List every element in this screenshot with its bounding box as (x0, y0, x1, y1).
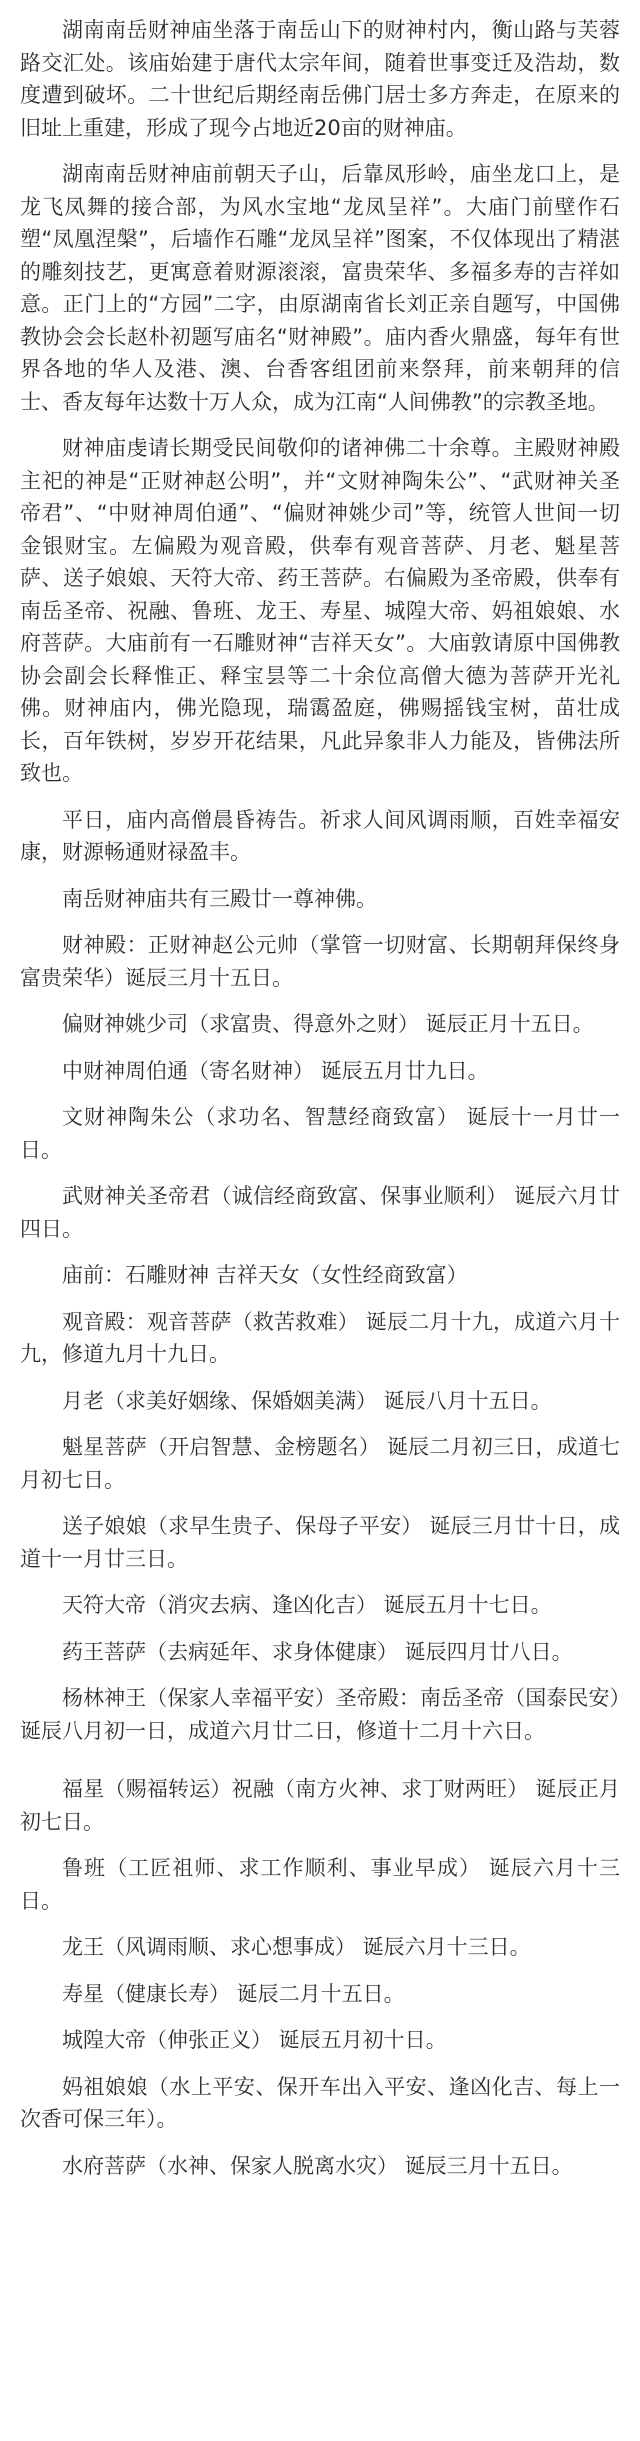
list-item: 文财神陶朱公（求功名、智慧经商致富） 诞辰十一月廿一日。 (20, 1105, 620, 1162)
list-item: 龙王（风调雨顺、求心想事成） 诞辰六月十三日。 (62, 1935, 531, 1959)
list-item: 魁星菩萨（开启智慧、金榜题名） 诞辰二月初三日，成道七月初七日。 (20, 1435, 620, 1492)
list-item: 中财神周伯通（寄名财神） 诞辰五月廿九日。 (62, 1058, 489, 1083)
list-item: 妈祖娘娘（水上平安、保开车出入平安、逢凶化吉、每上一次香可保三年）。 (20, 2074, 620, 2131)
list-item: 庙前：石雕财神 吉祥天女（女性经商致富） (62, 1263, 468, 1287)
list-item: 月老（求美好姻缘、保婚姻美满） 诞辰八月十五日。 (62, 1388, 552, 1413)
paragraph-intro: 湖南南岳财神庙坐落于南岳山下的财神村内，衡山路与芙蓉路交汇处。该庙始建于唐代太宗年间，随着世事变迁及浩劫，数度遭到破坏。二十世纪后期经南岳佛门居士多方奔走，在原来的旧址上重建，形成了现今占地近20亩的财神庙。 (20, 18, 620, 140)
list-item: 鲁班（工匠祖师、求工作顺利、事业早成） 诞辰六月十三日。 (20, 1856, 620, 1913)
paragraph-daily-prayer: 平日，庙内高僧晨昏祷告。祈求人间风调雨顺，百姓幸福安康，财源畅通财禄盈丰。 (20, 807, 620, 864)
list-item: 武财神关圣帝君（诚信经商致富、保事业顺利） 诞辰六月廿四日。 (20, 1184, 620, 1241)
list-item: 福星（赐福转运）祝融（南方火神、求丁财两旺） 诞辰正月初七日。 (20, 1777, 620, 1834)
list-item: 送子娘娘（求早生贵子、保母子平安） 诞辰三月廿十日，成道十一月廿三日。 (20, 1514, 620, 1571)
list-item: 财神殿：正财神赵公元帅（掌管一切财富、长期朝拜保终身富贵荣华）诞辰三月十五日。 (20, 933, 620, 990)
list-item: 天符大帝（消灾去病、逢凶化吉） 诞辰五月十七日。 (62, 1593, 552, 1617)
paragraph-summary: 南岳财神庙共有三殿廿一尊神佛。 (62, 886, 377, 911)
paragraph-deities: 财神庙虔请长期受民间敬仰的诸神佛二十余尊。主殿财神殿主祀的神是“正财神赵公明”，并“文财神陶朱公”、“武财神关圣帝君”、“中财神周伯通”、“偏财神姚少司”等，统管人世间一切金银财宝。左偏殿为观音殿，供奉有观音菩萨、月老、魁星菩萨、送子娘娘、天符大帝、药王菩萨。右偏殿为圣帝殿，供奉有南岳圣帝、祝融、鲁班、龙王、寿星、城隍大帝、妈祖娘娘、水府菩萨。大庙前有一石雕财神“吉祥天女”。大庙敦请原中国佛教协会副会长释惟正、释宝昙等二十余位高僧大德为菩萨开光礼佛。财神庙内，佛光隐现，瑞霭盈庭，佛赐摇钱宝树，苗壮成长，百年铁树，岁岁开花结果，凡此异象非人力能及，皆佛法所致也。 (20, 436, 620, 785)
list-item: 城隍大帝（伸张正义） 诞辰五月初十日。 (62, 2028, 447, 2052)
list-item: 水府菩萨（水神、保家人脱离水灾） 诞辰三月十五日。 (62, 2153, 573, 2178)
list-item: 观音殿：观音菩萨（救苦救难） 诞辰二月十九，成道六月十九，修道九月十九日。 (20, 1309, 620, 1366)
list-item: 寿星（健康长寿） 诞辰二月十五日。 (62, 1981, 405, 2006)
list-item: 药王菩萨（去病延年、求身体健康） 诞辰四月廿八日。 (62, 1639, 573, 1664)
list-item: 杨林神王（保家人幸福平安）圣帝殿：南岳圣帝（国泰民安）诞辰八月初一日，成道六月廿二日，修道十二月十六日。 (20, 1686, 620, 1743)
list-item: 偏财神姚少司（求富贵、得意外之财） 诞辰正月十五日。 (62, 1012, 594, 1036)
paragraph-fengshui: 湖南南岳财神庙前朝天子山，后靠凤形岭，庙坐龙口上，是龙飞凤舞的接合部，为风水宝地“龙凤呈祥”。大庙门前壁作石塑“凤凰涅槃”，后墙作石雕“龙凤呈祥”图案，不仅体现出了精湛的雕刻技艺，更寓意着财源滚滚，富贵荣华、多福多寿的吉祥如意。正门上的“方园”二字，由原湖南省长刘正亲自题写，中国佛教协会会长赵朴初题写庙名“财神殿”。庙内香火鼎盛，每年有世界各地的华人及港、澳、台香客组团前来祭拜，前来朝拜的信士、香友每年达数十万人众，成为江南“人间佛教”的宗教圣地。 (20, 162, 620, 414)
